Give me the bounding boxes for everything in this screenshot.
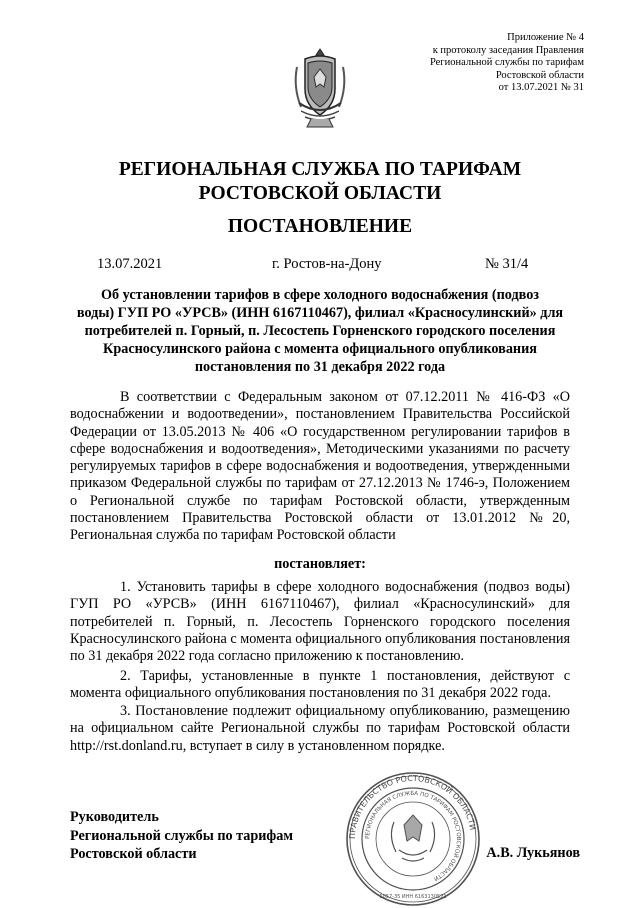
decision-item-3: 3. Постановление подлежит официальному опубликованию, размещению на официальном сайте Региональной службы по тарифам Ростовской области http://rst.donland.ru, вступает в силу в установленном порядке. [70,703,570,754]
signatory-name: А.В. Лукьянов [486,845,580,861]
signature-title [70,808,293,864]
document-date: 13.07.2021 [97,256,163,272]
subject-line: потребителей п. Горный, п. Лесостепь Горненского городского поселения [84,323,556,339]
appendix-line: Приложение № 4 [507,32,584,43]
stamp-code: 1057-35 ИНН 6163130521 [379,894,447,900]
decision-item-1: 1. Установить тарифы в сфере холодного водоснабжения (подвоз воды) ГУП РО «УРСВ» (ИНН 6167110467), филиал «Красносулинский» для потребителей п. Горный, п. Лесостепь Горненского городского поселения Красносулинского района с момента официального опубликования постановления по 31 декабря 2022 года согласно приложению к постановлению. [70,579,570,665]
coat-of-arms-icon [291,45,349,131]
stamp-outer-text: ПРАВИТЕЛЬСТВО РОСТОВСКОЙ ОБЛАСТИ [347,773,478,840]
org-line-2: РОСТОВСКОЙ ОБЛАСТИ [198,183,442,204]
org-line-1: РЕГИОНАЛЬНАЯ СЛУЖБА ПО ТАРИФАМ [118,159,522,180]
preamble-paragraph: В соответствии с Федеральным законом от 07.12.2011 № 416-ФЗ «О водоснабжении и водоотведении», постановлением Правительства Российской Федерации от 13.05.2013 № 406 «О государственном регулировании тарифов в сфере водоснабжения и водоотведения», Методическими указаниями по расчету регулируемых тарифов в сфере водоснабжения и водоотведения, утвержденными приказом Федеральной службы по тарифам от 27.12.2013 № 1746-э, Положением о Региональной службе по тарифам Ростовской области, утвержденным постановлением Правительства Ростовской области от 13.01.2012 №20, Региональная служба по тарифам Ростовской области [70,389,570,544]
signature-title-line: Ростовской области [70,846,197,862]
organization-name [0,158,640,206]
appendix-line: от 13.07.2021 № 31 [498,82,584,94]
subject-line: Красносулинского района с момента официального опубликования [103,341,537,357]
subject-line: воды) ГУП РО «УРСВ» (ИНН 6167110467), филиал «Красносулинский» для [76,305,564,321]
appendix-block [364,32,584,95]
stamp-inner-text: РЕГИОНАЛЬНАЯ СЛУЖБА ПО ТАРИФАМ РОСТОВСКОЙ ОБЛАСТИ [364,790,462,882]
official-stamp-icon [344,770,482,908]
appendix-line: Ростовской области [495,69,584,81]
appendix-line: Региональной службы по тарифам [429,57,584,69]
subject-line: Об установлении тарифов в сфере холодного водоснабжения (подвоз [100,287,539,303]
subject-line: постановления по 31 декабря 2022 года [194,359,446,375]
signature-title-line: Руководитель [70,809,159,825]
signature-title-line: Региональной службы по тарифам [70,827,294,844]
appendix-line: к протоколу заседания Правления [432,44,584,56]
document-city: г. Ростов-на-Дону [272,256,382,272]
decree-word: постановляет: [274,556,366,572]
document-subject [70,286,570,376]
document-type: ПОСТАНОВЛЕНИЕ [227,216,413,237]
document-number: № 31/4 [485,256,529,272]
decision-item-2: 2. Тарифы, установленные в пункте 1 постановления, действуют с момента официального опубликования постановления по 31 декабря 2022 года. [70,668,570,702]
